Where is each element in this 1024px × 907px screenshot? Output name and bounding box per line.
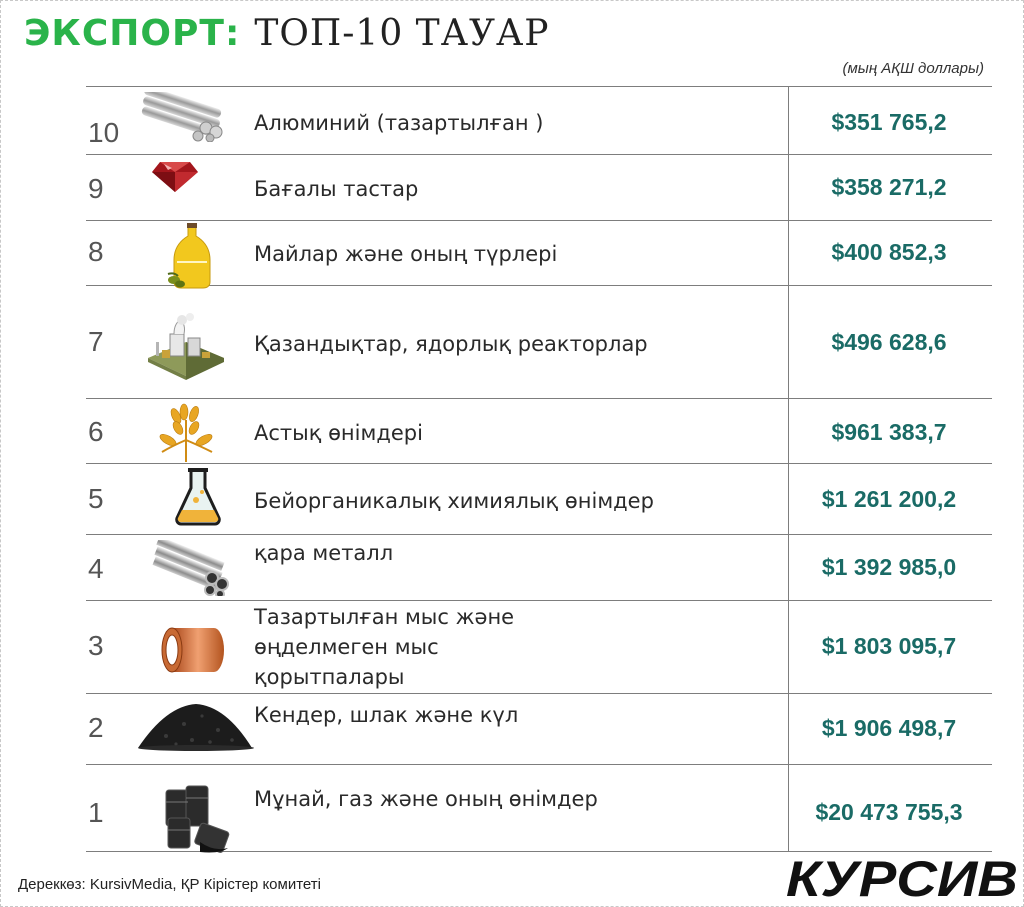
- rank-number: 4: [88, 553, 104, 584]
- wheat-icon: [154, 400, 218, 464]
- rank-number: 7: [88, 326, 104, 357]
- aluminium-bars-icon: [136, 92, 228, 142]
- row-divider: [86, 534, 992, 535]
- logo-text: КУРСИВ: [786, 852, 1018, 904]
- rank-number: 9: [88, 173, 104, 204]
- product-name: Алюминий (тазартылған ): [254, 111, 544, 135]
- row-divider: [86, 285, 992, 286]
- rank-number: 5: [88, 483, 104, 514]
- product-name: Кендер, шлак және күл: [254, 703, 519, 727]
- product-name: Бағалы тастар: [254, 177, 419, 201]
- export-value: $1 906 498,7: [821, 715, 957, 741]
- row-divider: [86, 154, 992, 155]
- product-name: Астық өнімдері: [254, 421, 423, 445]
- export-value: $1 392 985,0: [821, 554, 957, 580]
- row-divider: [86, 398, 992, 399]
- product-name: Мұнай, газ және оның өнімдер: [254, 787, 598, 811]
- power-plant-icon: [146, 312, 226, 380]
- row-divider: [86, 86, 992, 87]
- steel-pipes-icon: [150, 540, 230, 596]
- export-value: $496 628,6: [831, 329, 947, 355]
- product-name: Тазартылған мыс және өңделмеген мыс қорытпалары: [254, 605, 515, 689]
- product-name: Бейорганикалық химиялық өнімдер: [254, 489, 654, 513]
- row-divider: [86, 693, 992, 694]
- oil-barrels-icon: [160, 782, 232, 854]
- product-name: Қазандықтар, ядорлық реакторлар: [254, 332, 648, 356]
- export-value: $20 473 755,3: [815, 799, 963, 825]
- unit-label: (мың АҚШ доллары): [842, 60, 984, 77]
- kursiv-logo: [782, 852, 1022, 904]
- row-divider: [86, 220, 992, 221]
- export-value: $1 261 200,2: [821, 486, 957, 512]
- export-value: $400 852,3: [831, 239, 947, 265]
- rank-number: 6: [88, 416, 104, 447]
- rank-number: 1: [88, 797, 104, 828]
- title-main: ЭКСПОРТ:: [24, 13, 241, 54]
- title-sub: ТОП-10 ТАУАР: [254, 13, 550, 54]
- export-value: $351 765,2: [831, 109, 947, 135]
- source-note: Дереккөз: KursivMedia, ҚР Кірістер комитеті: [18, 876, 321, 893]
- export-value: $961 383,7: [831, 419, 947, 445]
- row-divider: [86, 463, 992, 464]
- product-name: Майлар және оның түрлері: [254, 242, 558, 266]
- product-name: қара металл: [254, 541, 394, 565]
- gemstone-icon: [150, 158, 200, 194]
- rank-number: 8: [88, 236, 104, 267]
- ore-pile-icon: [136, 696, 254, 752]
- oil-bottle-icon: [166, 222, 216, 290]
- flask-icon: [174, 466, 222, 526]
- rank-number: 2: [88, 712, 104, 743]
- copper-roll-icon: [158, 618, 228, 678]
- row-divider: [86, 764, 992, 765]
- rank-number: 10: [88, 117, 120, 148]
- row-divider: [86, 600, 992, 601]
- rank-number: 3: [88, 630, 104, 661]
- export-value: $1 803 095,7: [821, 633, 957, 659]
- export-value: $358 271,2: [831, 174, 947, 200]
